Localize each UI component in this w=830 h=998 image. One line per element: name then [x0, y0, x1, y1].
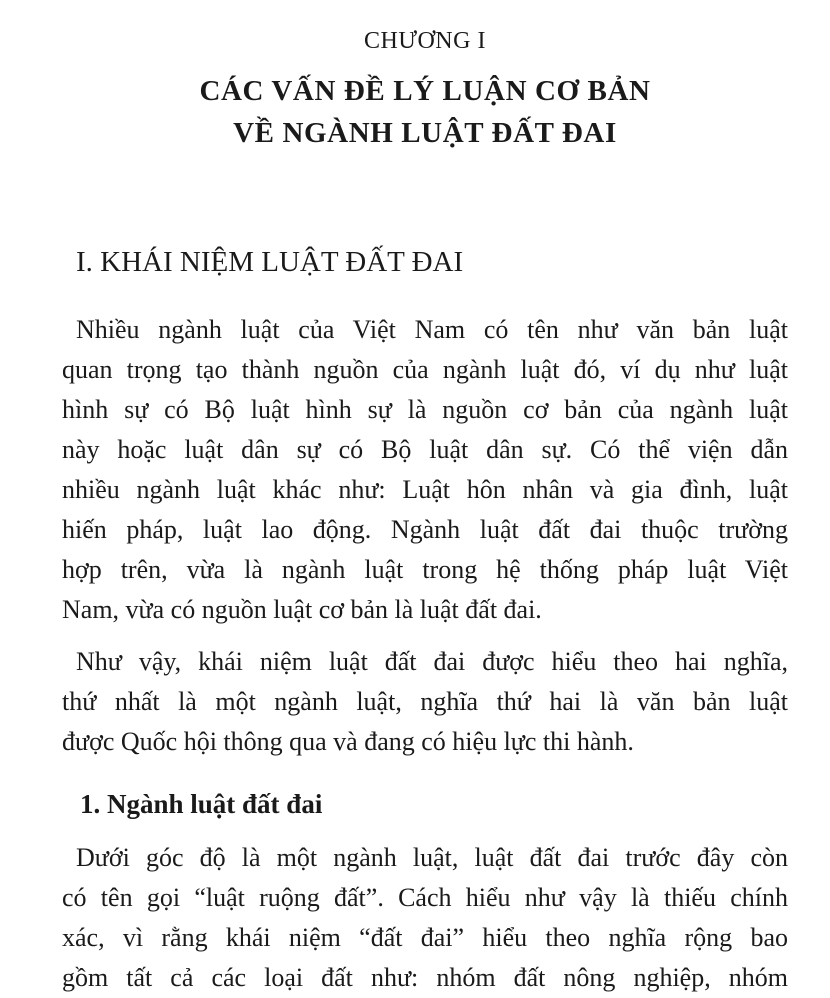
chapter-title-line-1: CÁC VẤN ĐỀ LÝ LUẬN CƠ BẢN [199, 75, 651, 107]
paragraph-line: hiến pháp, luật lao động. Ngành luật đất đai thuộc trường [62, 515, 788, 544]
paragraph-line: nhiều ngành luật khác như: Luật hôn nhân và gia đình, luật [62, 475, 788, 504]
paragraph-2 [62, 642, 788, 762]
paragraph-line: xác, vì rằng khái niệm “đất đai” hiểu theo nghĩa rộng bao [62, 923, 788, 952]
paragraph-line: thứ nhất là một ngành luật, nghĩa thứ hai là văn bản luật [62, 687, 788, 716]
chapter-label: CHƯƠNG I [364, 28, 486, 54]
paragraph-line: Như vậy, khái niệm luật đất đai được hiểu theo hai nghĩa, [76, 647, 788, 676]
chapter-title-line-2: VỀ NGÀNH LUẬT ĐẤT ĐAI [233, 117, 617, 149]
paragraph-line: Nhiều ngành luật của Việt Nam có tên như văn bản luật [76, 315, 788, 344]
paragraph-line: Nam, vừa có nguồn luật cơ bản là luật đất đai. [62, 595, 542, 624]
chapter-title [62, 70, 788, 154]
paragraph-line: được Quốc hội thông qua và đang có hiệu lực thi hành. [62, 727, 634, 756]
subsection-heading: 1. Ngành luật đất đai [80, 789, 323, 819]
section-heading: I. KHÁI NIỆM LUẬT ĐẤT ĐAI [76, 246, 464, 278]
paragraph-line: Dưới góc độ là một ngành luật, luật đất đai trước đây còn [76, 843, 788, 872]
paragraph-line: gồm tất cả các loại đất như: nhóm đất nông nghiệp, nhóm [62, 963, 788, 992]
paragraph-line: có tên gọi “luật ruộng đất”. Cách hiểu như vậy là thiếu chính [62, 883, 788, 912]
paragraph-line: này hoặc luật dân sự có Bộ luật dân sự. Có thể viện dẫn [62, 435, 788, 464]
paragraph-line: quan trọng tạo thành nguồn của ngành luật đó, ví dụ như luật [62, 355, 788, 384]
paragraph-3 [62, 838, 788, 998]
paragraph-line: hợp trên, vừa là ngành luật trong hệ thống pháp luật Việt [62, 555, 788, 584]
paragraph-1 [62, 310, 788, 630]
paragraph-line: hình sự có Bộ luật hình sự là nguồn cơ bản của ngành luật [62, 395, 788, 424]
